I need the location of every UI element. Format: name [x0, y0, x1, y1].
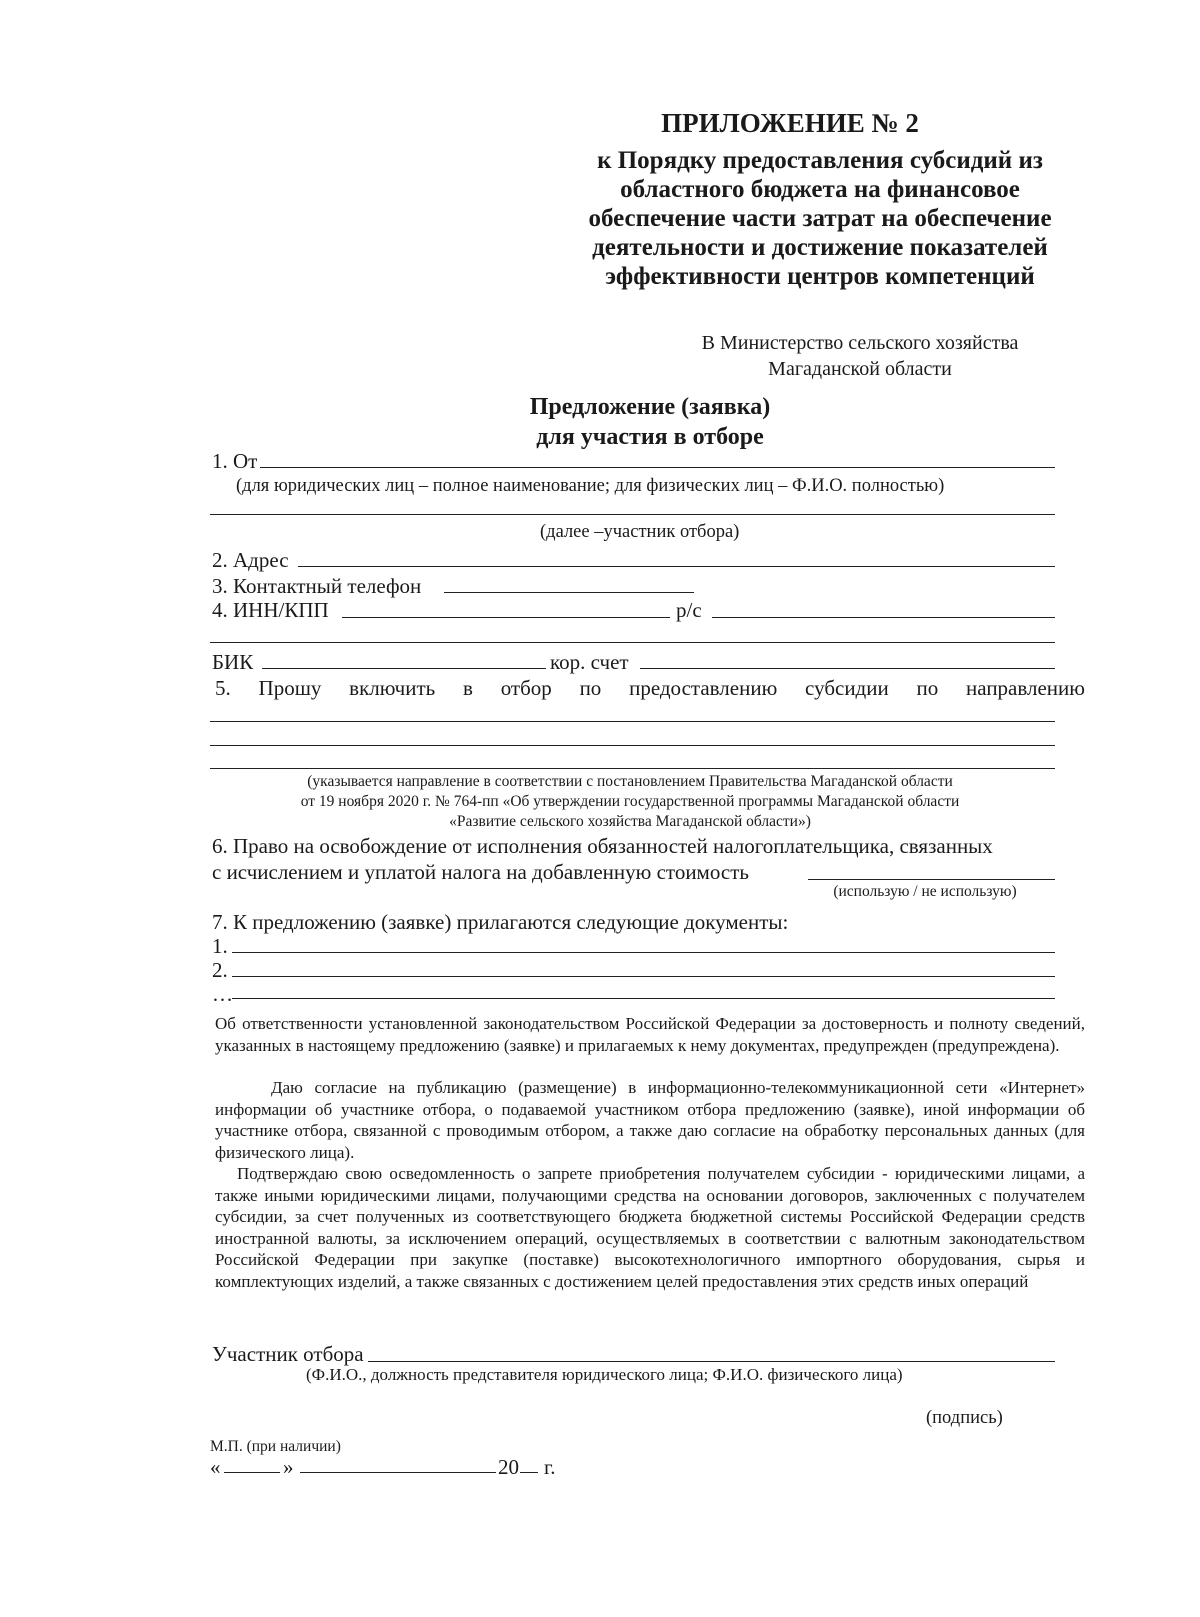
- corr-account-label: кор. счет: [550, 650, 629, 674]
- doc-item-number: 2.: [212, 958, 228, 982]
- account-field-continued[interactable]: [210, 642, 1055, 643]
- consent-paragraph: Даю согласие на публикацию (размещение) в информационно-телекоммуникационной сети «Интернет» информации об участнике отбора, о подаваемой участником отбора предложению (заявке), иной информации об участнике отбора, связанной с проводимым отбором, а также даю согласие на обработку персональных данных (для физического лица).: [215, 1078, 1085, 1162]
- direction-field-line[interactable]: [210, 721, 1055, 722]
- corr-account-field[interactable]: [640, 668, 1055, 669]
- document-title-line: Предложение (заявка): [529, 394, 771, 420]
- bik-field[interactable]: [262, 668, 546, 669]
- item5-word: по: [579, 676, 602, 700]
- direction-hint: [210, 772, 1050, 832]
- vat-hint: (использую / не использую): [833, 883, 1017, 900]
- appendix-subtitle-line: эффективности центров компетенций: [605, 263, 1035, 290]
- awareness-paragraph: Подтверждаю свою осведомленность о запрете приобретения получателем субсидии - юридическими лицами, а также иными юридическими лицами, получающими средства на основании договоров, заключенных с получателем субсидии, за счет полученных из соответствующего бюджета бюджетной системы Российской Федерации средств иностранной валюты, за исключением операций, осуществляемых в соответствии с валютным законодательством Российской Федерации при закупке (поставке) высокотехнологичного импортного оборудования, сырья и комплектующих изделий, а также связанных с достижением целей предоставления этих средств иных операций: [215, 1164, 1085, 1291]
- item5-word: Прошу: [258, 676, 322, 700]
- inn-kpp-field[interactable]: [342, 617, 670, 618]
- date-close-quote: »: [283, 1455, 294, 1479]
- item5-word: направлению: [966, 676, 1085, 700]
- date-month-field[interactable]: [300, 1472, 496, 1473]
- participant-hint: (Ф.И.О., должность представителя юридического лица; Ф.И.О. физического лица): [306, 1365, 903, 1384]
- direction-hint-line: «Развитие сельского хозяйства Магаданской области»): [449, 813, 811, 830]
- doc-item-number: 1.: [212, 934, 228, 958]
- direction-hint-line: (указывается направление в соответствии с постановлением Правительства Магаданской области: [307, 773, 953, 790]
- direction-hint-line: от 19 ноября 2020 г. № 764-пп «Об утверждении государственной программы Магаданской области: [300, 793, 960, 810]
- document-title-line: для участия в отборе: [536, 424, 764, 450]
- date-year-suffix: г.: [544, 1455, 556, 1479]
- doc-item-field[interactable]: [232, 976, 1055, 977]
- item7-label: 7. К предложению (заявке) прилагаются следующие документы:: [212, 910, 789, 934]
- bik-label: БИК: [212, 650, 254, 674]
- item5-word: отбор: [500, 676, 552, 700]
- date-open-quote: «: [210, 1455, 221, 1479]
- item5-word: субсидии: [805, 676, 889, 700]
- recipient-block: [640, 330, 1080, 382]
- participant-field[interactable]: [368, 1361, 1055, 1362]
- item5-word: включить: [349, 676, 436, 700]
- item5-word: в: [462, 676, 473, 700]
- from-field-continued[interactable]: [210, 514, 1055, 515]
- signature-label: (подпись): [926, 1408, 1003, 1428]
- appendix-subtitle-line: деятельности и достижение показателей: [592, 234, 1048, 261]
- from-label: 1. От: [212, 449, 258, 473]
- appendix-subtitle-line: областного бюджета на финансовое: [620, 176, 1020, 203]
- participant-label: Участник отбора: [212, 1342, 364, 1366]
- doc-item-field[interactable]: [232, 998, 1055, 999]
- recipient-line: Магаданской области: [768, 358, 952, 380]
- item5-text: [215, 676, 1085, 700]
- inn-kpp-label: 4. ИНН/КПП: [212, 598, 329, 622]
- item6-line2: с исчислением и уплатой налога на добавленную стоимость: [212, 860, 749, 884]
- date-year-prefix: 20: [498, 1455, 519, 1479]
- item5-word: по: [916, 676, 939, 700]
- address-label: 2. Адрес: [212, 548, 289, 572]
- account-field[interactable]: [712, 617, 1055, 618]
- address-field[interactable]: [298, 566, 1055, 567]
- direction-field-line[interactable]: [210, 768, 1055, 769]
- item6-line1: 6. Право на освобождение от исполнения обязанностей налогоплательщика, связанных: [212, 834, 993, 858]
- appendix-subtitle-line: к Порядку предоставления субсидий из: [597, 147, 1043, 174]
- date-day-field[interactable]: [224, 1472, 280, 1473]
- appendix-subtitle: [560, 146, 1080, 291]
- direction-field-line[interactable]: [210, 745, 1055, 746]
- phone-field[interactable]: [444, 592, 694, 593]
- participant-hint: (далее –участник отбора): [540, 522, 740, 542]
- item5-word: 5.: [215, 676, 231, 700]
- document-title: [430, 392, 870, 452]
- account-label: р/с: [676, 598, 702, 622]
- recipient-line: В Министерство сельского хозяйства: [701, 332, 1019, 354]
- responsibility-paragraph: Об ответственности установленной законодательством Российской Федерации за достоверность и полноту сведений, указанных в настоящему предложению (заявке) и прилагаемых к нему документах, предупрежден (предупреждена).: [215, 1014, 1085, 1055]
- doc-item-field[interactable]: [232, 952, 1055, 953]
- appendix-title: ПРИЛОЖЕНИЕ № 2: [661, 108, 919, 138]
- from-field[interactable]: [260, 467, 1055, 468]
- seal-label: М.П. (при наличии): [210, 1438, 341, 1455]
- item5-word: предоставлению: [629, 676, 778, 700]
- from-hint: (для юридических лиц – полное наименование; для физических лиц – Ф.И.О. полностью): [236, 476, 945, 496]
- date-year-field[interactable]: [520, 1472, 538, 1473]
- appendix-subtitle-line: обеспечение части затрат на обеспечение: [588, 205, 1052, 232]
- doc-item-more: …: [212, 982, 233, 1006]
- phone-label: 3. Контактный телефон: [212, 574, 422, 598]
- vat-field[interactable]: [808, 879, 1055, 880]
